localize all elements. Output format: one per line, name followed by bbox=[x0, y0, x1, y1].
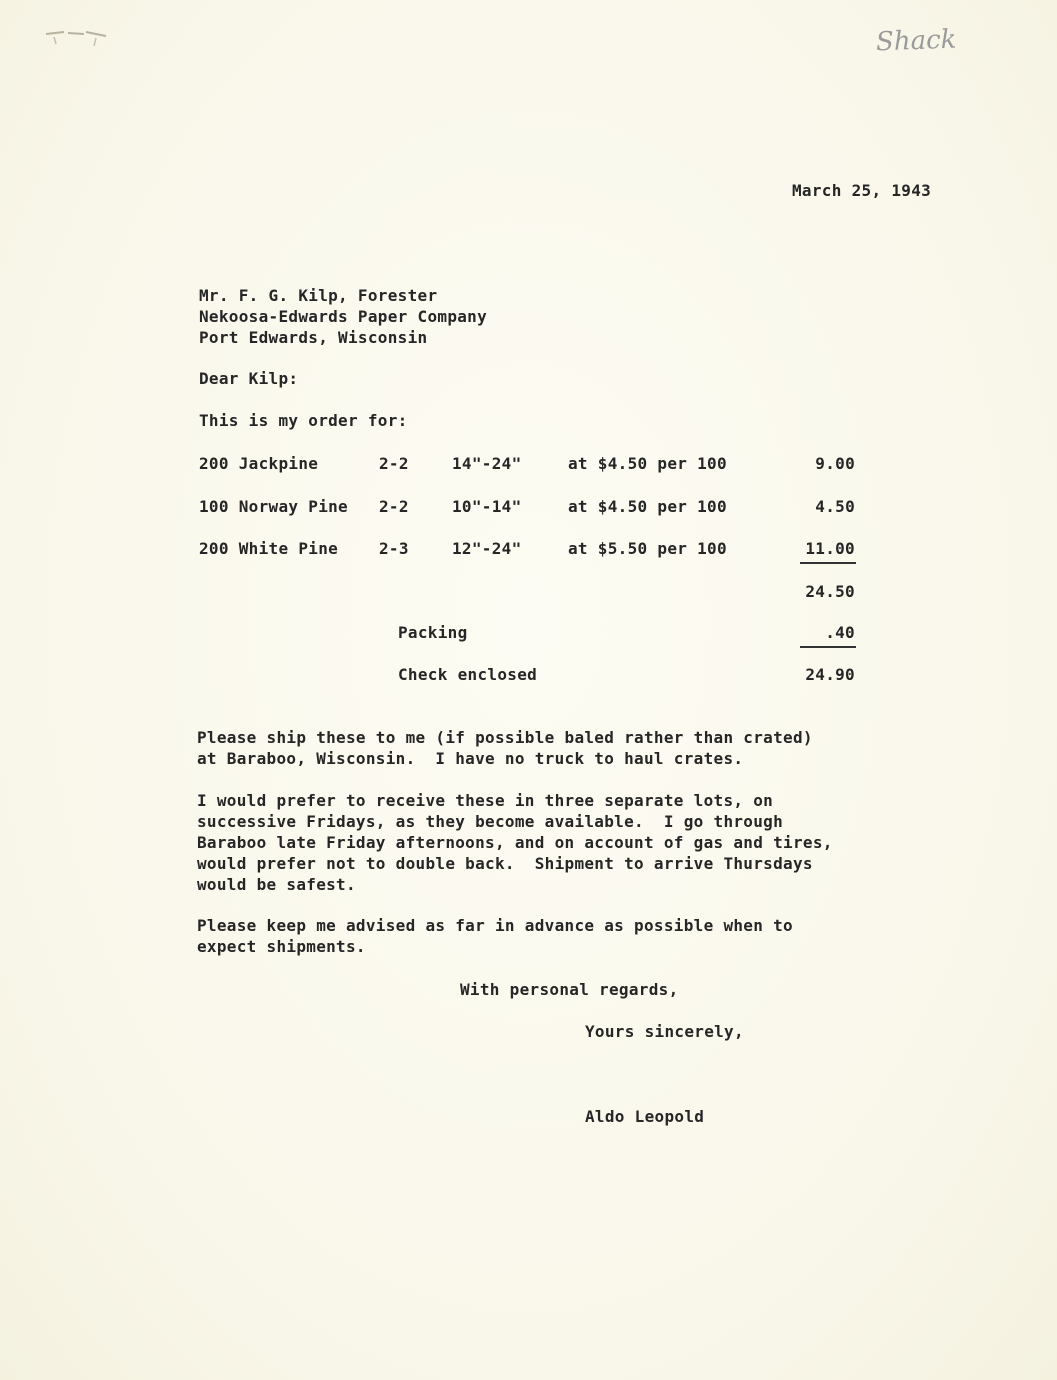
paragraph-line: Baraboo late Friday afternoons, and on account of gas and tires, bbox=[197, 833, 833, 852]
closing-sincerely: Yours sincerely, bbox=[585, 1022, 744, 1041]
paragraph-line: successive Fridays, as they become available. I go through bbox=[197, 812, 784, 831]
order-item-size: 10"-14" bbox=[452, 497, 522, 516]
recipient-line-2: Nekoosa-Edwards Paper Company bbox=[199, 307, 488, 326]
order-item-species: 100 Norway Pine bbox=[199, 497, 348, 516]
packing-label: Packing bbox=[398, 623, 468, 642]
order-item-species: 200 White Pine bbox=[199, 539, 339, 558]
paragraph-line: at Baraboo, Wisconsin. I have no truck to haul crates. bbox=[197, 749, 744, 768]
letter-date: March 25, 1943 bbox=[792, 181, 932, 200]
paragraph-line: would be safest. bbox=[197, 875, 356, 894]
paragraph-line: would prefer not to double back. Shipment to arrive Thursdays bbox=[197, 854, 813, 873]
order-item-age: 2-3 bbox=[379, 539, 409, 558]
order-item-amount: 11.00 bbox=[805, 539, 855, 558]
corner-stamp-mark bbox=[44, 28, 108, 50]
recipient-line-1: Mr. F. G. Kilp, Forester bbox=[199, 286, 438, 305]
paragraph-line: I would prefer to receive these in three separate lots, on bbox=[197, 791, 774, 810]
handwritten-annotation: Shack bbox=[875, 24, 957, 58]
order-item-rate: at $5.50 per 100 bbox=[568, 539, 727, 558]
subtotal-amount: 24.50 bbox=[805, 582, 855, 601]
order-item-size: 14"-24" bbox=[452, 454, 522, 473]
paragraph-line: Please ship these to me (if possible baled rather than crated) bbox=[197, 728, 813, 747]
subtotal-underline bbox=[800, 562, 856, 564]
packing-underline bbox=[800, 646, 856, 648]
paragraph-line: Please keep me advised as far in advance as possible when to bbox=[197, 916, 793, 935]
signature-name: Aldo Leopold bbox=[585, 1107, 705, 1126]
order-item-species: 200 Jackpine bbox=[199, 454, 319, 473]
check-amount: 24.90 bbox=[805, 665, 855, 684]
check-label: Check enclosed bbox=[398, 665, 538, 684]
order-item-amount: 9.00 bbox=[815, 454, 855, 473]
order-intro: This is my order for: bbox=[199, 411, 408, 430]
paragraph-line: expect shipments. bbox=[197, 937, 366, 956]
order-item-rate: at $4.50 per 100 bbox=[568, 454, 727, 473]
order-item-age: 2-2 bbox=[379, 497, 409, 516]
closing-regards: With personal regards, bbox=[460, 980, 679, 999]
packing-amount: .40 bbox=[825, 623, 855, 642]
order-item-amount: 4.50 bbox=[815, 497, 855, 516]
order-item-size: 12"-24" bbox=[452, 539, 522, 558]
order-item-age: 2-2 bbox=[379, 454, 409, 473]
order-item-rate: at $4.50 per 100 bbox=[568, 497, 727, 516]
salutation: Dear Kilp: bbox=[199, 369, 299, 388]
recipient-line-3: Port Edwards, Wisconsin bbox=[199, 328, 428, 347]
